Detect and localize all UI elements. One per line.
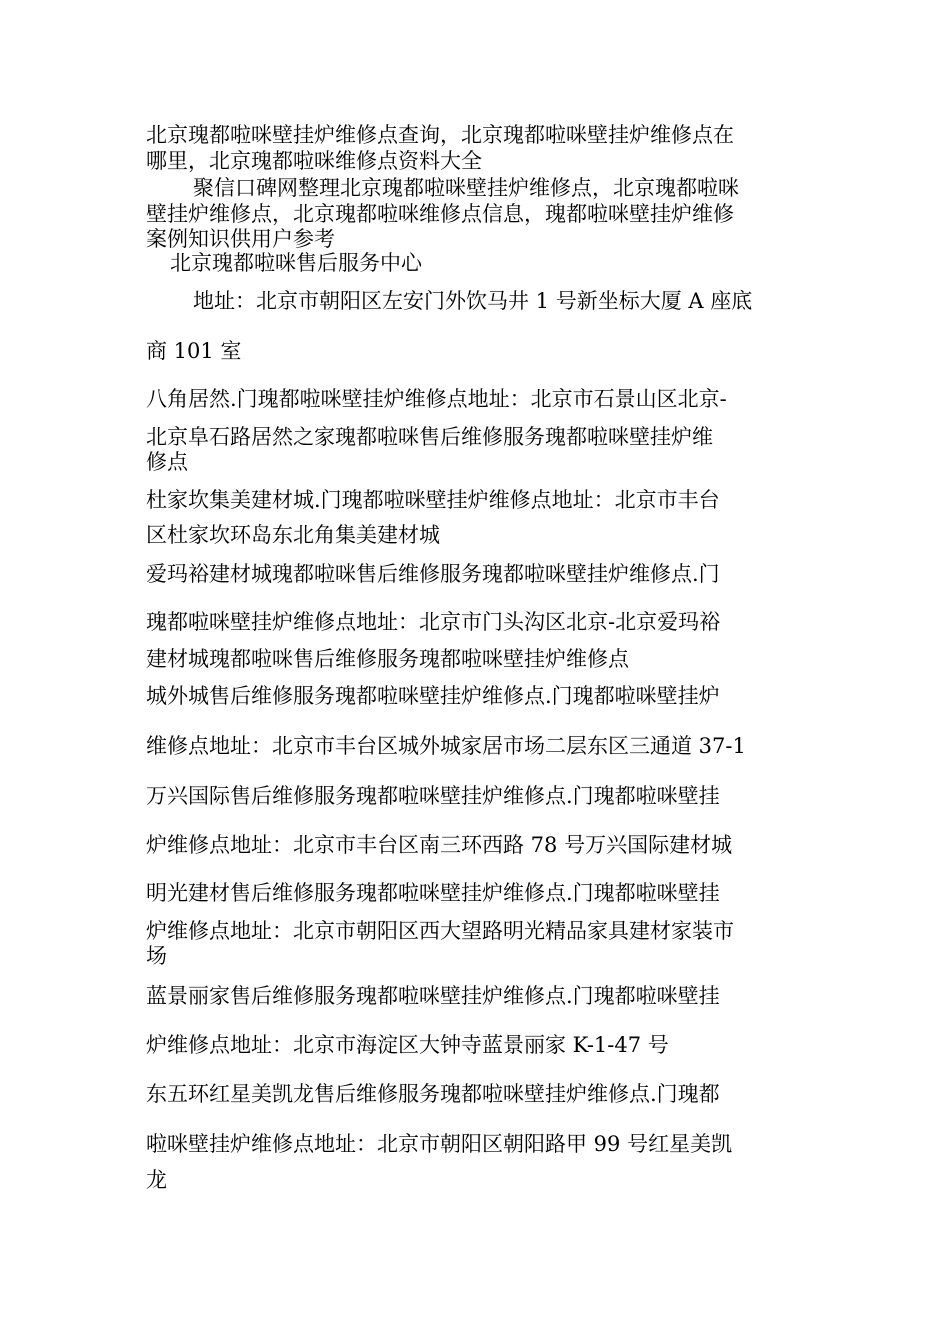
entry-3-line-3: 建材城瑰都啦咪售后维修服务瑰都啦咪壁挂炉维修点 bbox=[146, 647, 629, 671]
entry-8-line-1: 东五环红星美凯龙售后维修服务瑰都啦咪壁挂炉维修点.门瑰都 bbox=[146, 1082, 720, 1106]
entry-4-line-2: 维修点地址：北京市丰台区城外城家居市场二层东区三通道 37-1 bbox=[146, 734, 746, 758]
title-line-2: 哪里，北京瑰都啦咪维修点资料大全 bbox=[146, 149, 482, 173]
entry-7-line-1: 蓝景丽家售后维修服务瑰都啦咪壁挂炉维修点.门瑰都啦咪壁挂 bbox=[146, 984, 720, 1008]
entry-6-line-1: 明光建材售后维修服务瑰都啦咪壁挂炉维修点.门瑰都啦咪壁挂 bbox=[146, 881, 720, 905]
entry-7-line-2: 炉维修点地址：北京市海淀区大钟寺蓝景丽家 K-1-47 号 bbox=[146, 1033, 669, 1057]
entry-5-line-2: 炉维修点地址：北京市丰台区南三环西路 78 号万兴国际建材城 bbox=[146, 833, 733, 857]
entry-4-line-1: 城外城售后维修服务瑰都啦咪壁挂炉维修点.门瑰都啦咪壁挂炉 bbox=[146, 684, 720, 708]
intro-line-3: 案例知识供用户参考 bbox=[146, 227, 335, 251]
entry-5-line-1: 万兴国际售后维修服务瑰都啦咪壁挂炉维修点.门瑰都啦咪壁挂 bbox=[146, 784, 720, 808]
entry-3-line-1: 爱玛裕建材城瑰都啦咪售后维修服务瑰都啦咪壁挂炉维修点.门 bbox=[146, 562, 720, 586]
entry-8-line-3: 龙 bbox=[146, 1168, 167, 1192]
address-line-2: 商 101 室 bbox=[146, 339, 242, 363]
title-line-1: 北京瑰都啦咪壁挂炉维修点查询，北京瑰都啦咪壁挂炉维修点在 bbox=[146, 123, 734, 147]
entry-2-line-2: 区杜家坎环岛东北角集美建材城 bbox=[146, 523, 440, 547]
entry-8-line-2: 啦咪壁挂炉维修点地址：北京市朝阳区朝阳路甲 99 号红星美凯 bbox=[146, 1132, 733, 1156]
entry-6-line-3: 场 bbox=[146, 944, 167, 968]
service-center-title: 北京瑰都啦咪售后服务中心 bbox=[170, 251, 422, 275]
intro-line-2: 壁挂炉维修点，北京瑰都啦咪维修点信息，瑰都啦咪壁挂炉维修 bbox=[146, 202, 734, 226]
entry-1-line-2: 北京阜石路居然之家瑰都啦咪售后维修服务瑰都啦咪壁挂炉维 bbox=[146, 425, 713, 449]
entry-1-line-3: 修点 bbox=[146, 450, 188, 474]
entry-3-line-2: 瑰都啦咪壁挂炉维修点地址：北京市门头沟区北京-北京爱玛裕 bbox=[146, 610, 721, 634]
entry-2-line-1: 杜家坎集美建材城.门瑰都啦咪壁挂炉维修点地址：北京市丰台 bbox=[146, 488, 720, 512]
intro-line-1: 聚信口碑网整理北京瑰都啦咪壁挂炉维修点，北京瑰都啦咪 bbox=[193, 176, 739, 200]
address-line-1: 地址：北京市朝阳区左安门外饮马井 1 号新坐标大厦 A 座底 bbox=[193, 289, 753, 313]
entry-6-line-2: 炉维修点地址：北京市朝阳区西大望路明光精品家具建材家装市 bbox=[146, 919, 734, 943]
entry-1-line-1: 八角居然.门瑰都啦咪壁挂炉维修点地址：北京市石景山区北京- bbox=[146, 387, 727, 411]
